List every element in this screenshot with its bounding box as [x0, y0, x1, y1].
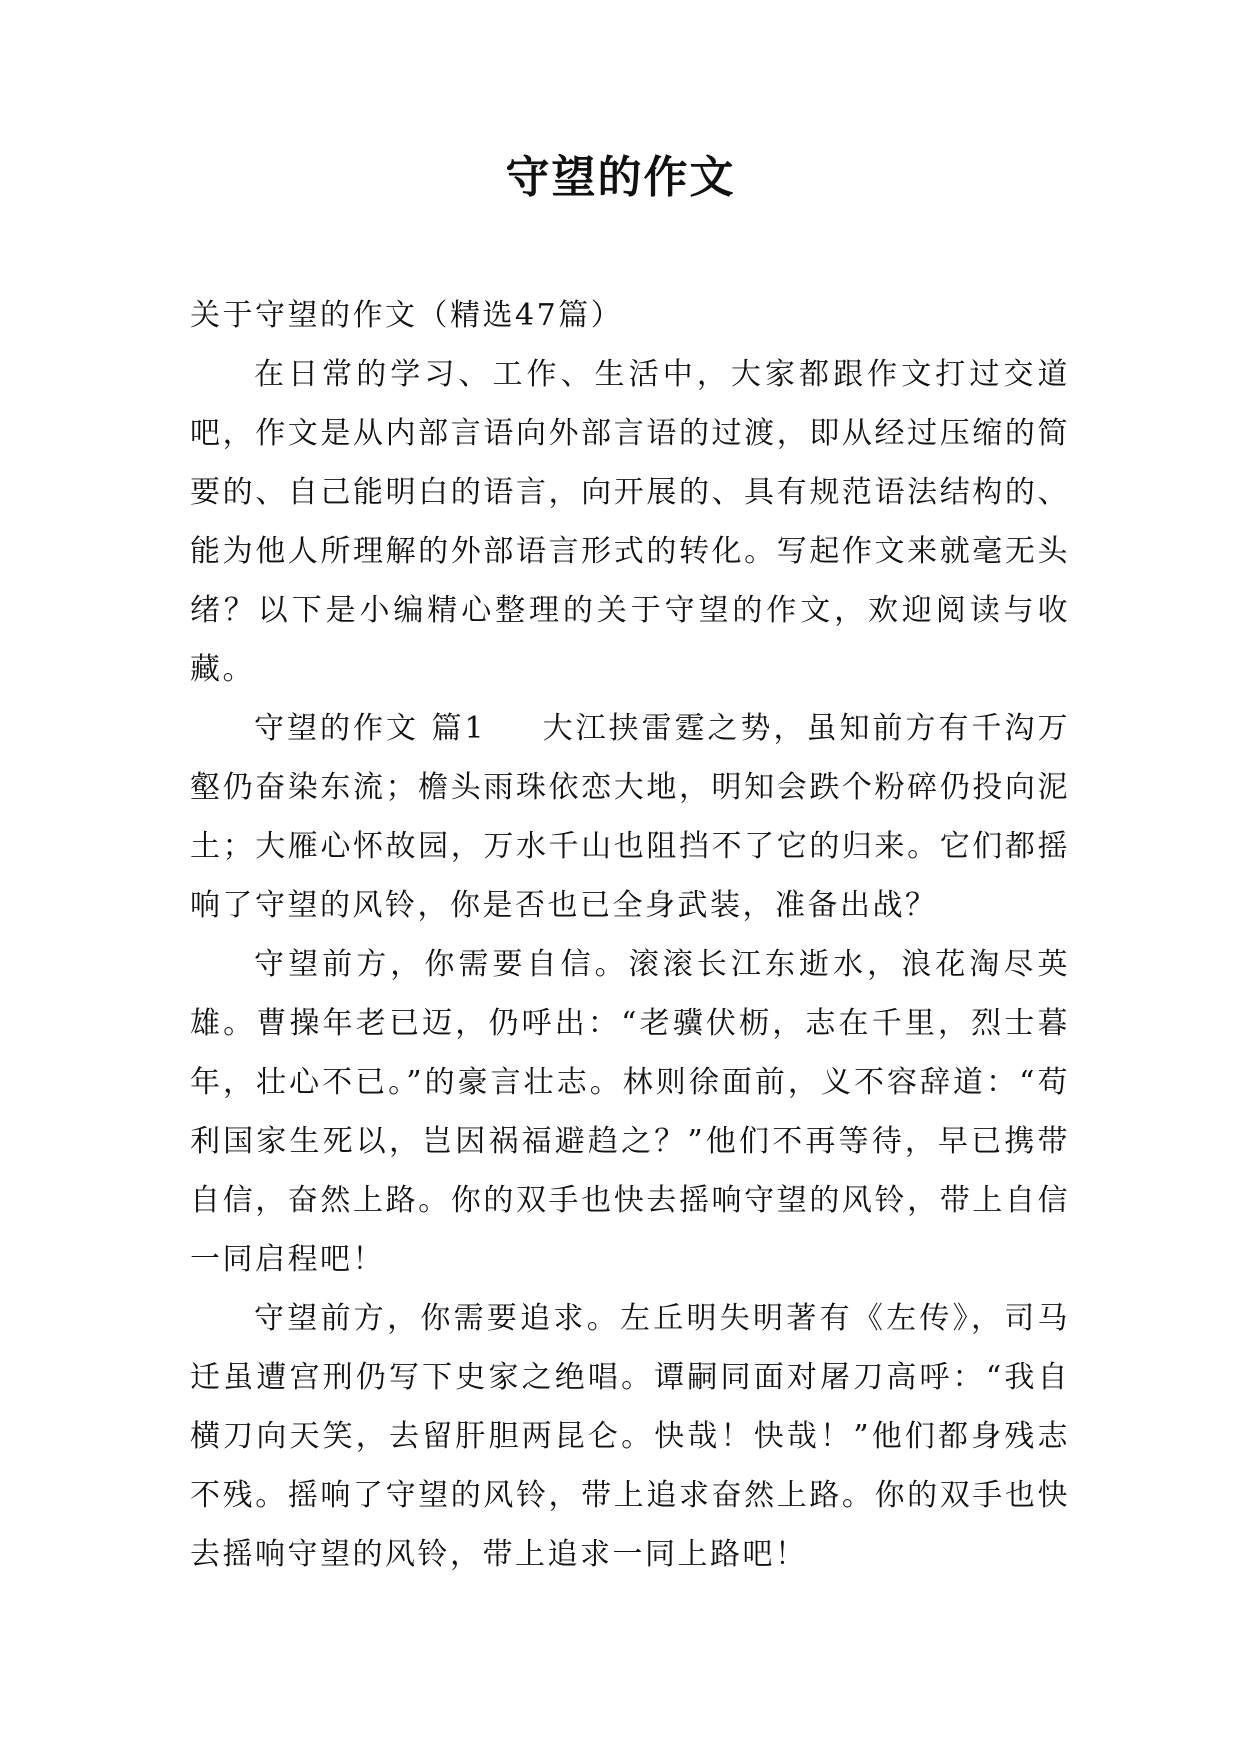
document-subtitle: 关于守望的作文（精选47篇） — [190, 298, 624, 333]
essay-1-heading: 守望的作文 篇1 — [254, 711, 487, 746]
essay-1-opening — [190, 699, 1070, 935]
essay-1-paragraph-3: 守望前方，你需要追求。左丘明失明著有《左传》，司马迁虽遭宫刑仍写下史家之绝唱。谭嗣同面对屠刀高呼：“我自横刀向天笑，去留肝胆两昆仑。快哉！快哉！”他们都身残志不残。摇响了守望的风铃，带上追求奋然上路。你的双手也快去摇响守望的风铃，带上追求一同上路吧！ — [190, 1301, 1070, 1572]
essay-1-paragraph-1: 大江挟雷霆之势，虽知前方有千沟万壑仍奋染东流；檐头雨珠依恋大地，明知会跌个粉碎仍投向泥土；大雁心怀故园，万水千山也阻挡不了它的归来。它们都摇响了守望的风铃，你是否也已全身武装，准备出战？ — [190, 711, 1071, 923]
document-title: 守望的作文 — [505, 152, 736, 203]
essay-1-paragraph-2: 守望前方，你需要自信。滚滚长江东逝水，浪花淘尽英雄。曹操年老已迈，仍呼出：“老骥伏枥，志在千里，烈士暮年，壮心不已。”的豪言壮志。林则徐面前，义不容辞道：“苟利国家生死以，岂因祸福避趋之？”他们不再等待，早已携带自信，奋然上路。你的双手也快去摇响守望的风铃，带上自信一同启程吧！ — [190, 947, 1070, 1277]
document-body — [190, 286, 1070, 1584]
intro-paragraph: 在日常的学习、工作、生活中，大家都跟作文打过交道吧，作文是从内部言语向外部言语的过渡，即从经过压缩的简要的、自己能明白的语言，向开展的、具有规范语法结构的、能为他人所理解的外部语言形式的转化。写起作文来就毫无头绪？以下是小编精心整理的关于守望的作文，欢迎阅读与收藏。 — [190, 357, 1070, 687]
